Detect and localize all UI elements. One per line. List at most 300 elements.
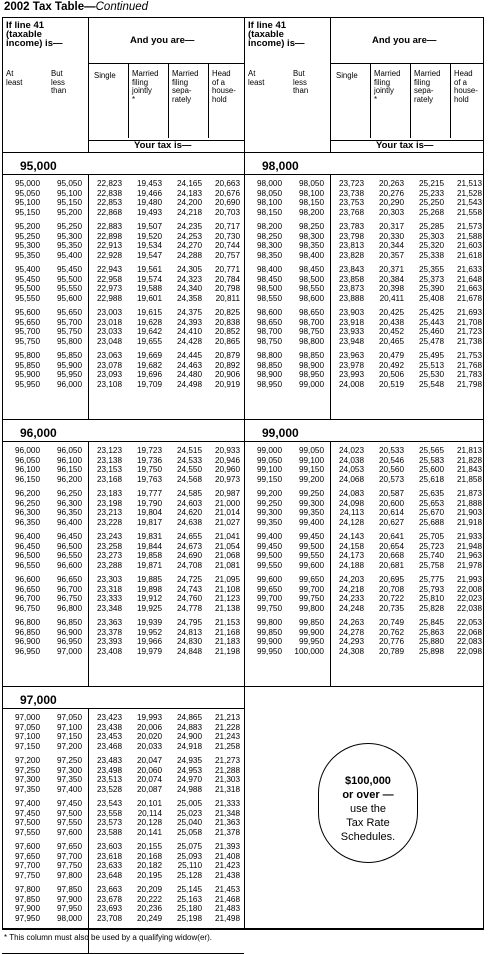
header-your-tax-is: Your tax is— — [134, 140, 192, 151]
at-least-cell: 98,200 — [256, 222, 282, 231]
at-least-cell: 97,700 — [14, 861, 40, 870]
single-cell: 23,033 — [96, 327, 122, 336]
married-separately-cell: 25,093 — [176, 851, 202, 861]
married-separately-cell: 24,463 — [176, 360, 202, 370]
married-jointly-cell: 20,087 — [136, 784, 162, 794]
married-separately-cell: 25,180 — [176, 904, 202, 913]
married-jointly-cell: 20,276 — [378, 188, 404, 198]
at-least-cell: 99,100 — [256, 465, 282, 474]
table-row — [2, 370, 244, 380]
at-least-cell: 98,400 — [256, 265, 282, 274]
head-household-cell: 20,663 — [214, 179, 240, 188]
married-jointly-cell: 20,573 — [378, 474, 404, 484]
married-separately-cell: 24,638 — [176, 517, 202, 527]
married-separately-cell: 24,795 — [176, 618, 202, 627]
less-than-cell: 98,600 — [298, 293, 324, 303]
rule-v — [450, 63, 451, 138]
table-row — [2, 208, 244, 218]
table-row — [244, 222, 484, 232]
married-separately-cell: 24,235 — [176, 222, 202, 231]
at-least-cell: 99,700 — [256, 594, 282, 603]
head-household-cell: 21,753 — [456, 351, 482, 360]
married-separately-cell: 25,075 — [176, 842, 202, 851]
less-than-cell: 98,900 — [298, 360, 324, 370]
table-row — [2, 189, 244, 199]
at-least-cell: 95,200 — [14, 222, 40, 231]
married-jointly-cell: 20,627 — [378, 517, 404, 527]
married-jointly-cell: 20,222 — [136, 894, 162, 904]
married-separately-cell: 24,778 — [176, 603, 202, 613]
less-than-cell: 100,000 — [294, 646, 324, 656]
table-row — [244, 604, 484, 614]
less-than-cell: 98,150 — [298, 198, 324, 207]
at-least-cell: 99,850 — [256, 627, 282, 637]
single-cell: 23,633 — [96, 861, 122, 870]
less-than-cell: 98,950 — [298, 370, 324, 379]
less-than-cell: 99,300 — [298, 498, 324, 508]
less-than-cell: 98,450 — [298, 265, 324, 274]
married-jointly-cell: 20,438 — [378, 317, 404, 327]
less-than-cell: 98,050 — [298, 179, 324, 188]
head-household-cell: 20,730 — [214, 231, 240, 241]
married-separately-cell: 24,498 — [176, 379, 202, 389]
table-row — [2, 251, 244, 261]
table-row — [244, 561, 484, 571]
less-than-cell: 97,450 — [56, 799, 82, 808]
single-cell: 23,078 — [96, 360, 122, 370]
married-jointly-cell: 19,858 — [136, 551, 162, 560]
single-cell: 23,108 — [96, 379, 122, 389]
at-least-cell: 98,550 — [256, 293, 282, 303]
married-jointly-cell: 19,790 — [136, 498, 162, 508]
married-separately-cell: 24,410 — [176, 327, 202, 336]
at-least-cell: 98,900 — [256, 370, 282, 379]
at-least-cell: 96,300 — [14, 508, 40, 517]
married-separately-cell: 25,058 — [176, 827, 202, 837]
married-jointly-cell: 19,777 — [136, 489, 162, 498]
head-household-cell: 20,852 — [214, 327, 240, 336]
head-household-cell: 22,098 — [456, 646, 482, 656]
single-cell: 23,768 — [338, 207, 364, 217]
head-household-cell: 21,783 — [456, 370, 482, 379]
married-separately-cell: 25,565 — [418, 446, 444, 455]
table-row — [244, 499, 484, 509]
married-separately-cell: 25,863 — [418, 627, 444, 637]
married-jointly-cell: 20,182 — [136, 861, 162, 870]
less-than-cell: 95,600 — [56, 293, 82, 303]
married-jointly-cell: 19,750 — [136, 465, 162, 474]
rule-v — [370, 63, 371, 138]
head-household-cell: 21,378 — [214, 827, 240, 837]
rule-h — [330, 63, 484, 64]
at-least-cell: 97,300 — [14, 775, 40, 784]
table-row — [244, 489, 484, 499]
header-at-least: At least — [248, 69, 265, 87]
married-jointly-cell: 20,735 — [378, 603, 404, 613]
at-least-cell: 98,800 — [256, 351, 282, 360]
at-least-cell: 96,550 — [14, 560, 40, 570]
married-jointly-cell: 19,966 — [136, 637, 162, 646]
less-than-cell: 96,400 — [56, 517, 82, 527]
married-jointly-cell: 20,641 — [378, 532, 404, 541]
married-separately-cell: 25,128 — [176, 870, 202, 880]
head-household-cell: 21,873 — [456, 489, 482, 498]
at-least-cell: 99,950 — [256, 646, 282, 656]
head-household-cell: 21,213 — [214, 713, 240, 722]
married-jointly-cell: 20,114 — [137, 808, 162, 818]
married-jointly-cell: 20,695 — [378, 575, 404, 584]
less-than-cell: 97,000 — [56, 646, 82, 656]
less-than-cell: 96,600 — [56, 560, 82, 570]
less-than-cell: 96,950 — [56, 637, 82, 646]
single-cell: 23,723 — [338, 179, 364, 188]
table-row — [2, 723, 244, 733]
less-than-cell: 96,900 — [56, 627, 82, 637]
single-cell: 22,853 — [96, 198, 122, 207]
married-separately-cell: 24,340 — [176, 284, 202, 293]
at-least-cell: 98,500 — [256, 284, 282, 293]
at-least-cell: 97,100 — [14, 732, 40, 741]
head-household-cell: 21,723 — [456, 327, 482, 336]
table-row — [2, 499, 244, 509]
at-least-cell: 99,500 — [256, 551, 282, 560]
single-cell: 23,888 — [338, 293, 364, 303]
married-jointly-cell: 20,290 — [378, 198, 404, 207]
married-jointly-cell: 19,939 — [136, 618, 162, 627]
single-cell: 24,173 — [338, 551, 364, 560]
single-cell: 24,023 — [338, 446, 364, 455]
table-row — [2, 594, 244, 604]
single-cell: 23,153 — [96, 465, 122, 474]
table-row — [244, 179, 484, 189]
less-than-cell: 99,750 — [298, 594, 324, 603]
less-than-cell: 99,650 — [298, 575, 324, 584]
at-least-cell: 96,400 — [14, 532, 40, 541]
at-least-cell: 99,350 — [256, 517, 282, 527]
head-household-cell: 22,023 — [456, 594, 482, 603]
table-row — [244, 628, 484, 638]
table-row — [2, 518, 244, 528]
single-cell: 23,318 — [96, 584, 122, 594]
table-row — [244, 361, 484, 371]
at-least-cell: 99,250 — [256, 498, 282, 508]
married-jointly-cell: 19,844 — [136, 541, 162, 551]
less-than-cell: 97,550 — [56, 818, 82, 827]
at-least-cell: 99,450 — [256, 541, 282, 551]
married-jointly-cell: 19,520 — [136, 231, 162, 241]
married-separately-cell: 24,743 — [176, 584, 202, 594]
at-least-cell: 97,400 — [14, 799, 40, 808]
table-row — [244, 294, 484, 304]
less-than-cell: 95,500 — [56, 274, 82, 284]
married-jointly-cell: 19,804 — [136, 508, 162, 517]
table-row — [244, 370, 484, 380]
head-household-cell: 20,784 — [214, 274, 240, 284]
at-least-cell: 95,800 — [14, 351, 40, 360]
single-cell: 22,958 — [96, 274, 122, 284]
at-least-cell: 96,600 — [14, 575, 40, 584]
single-cell: 22,838 — [96, 188, 122, 198]
married-separately-cell: 24,988 — [176, 784, 202, 794]
less-than-cell: 96,250 — [56, 489, 82, 498]
header-but-less-than: But less than — [293, 69, 309, 96]
married-separately-cell: 24,603 — [176, 498, 202, 508]
less-than-cell: 98,650 — [298, 308, 324, 317]
table-row — [2, 766, 244, 776]
table-row — [244, 308, 484, 318]
married-jointly-cell: 20,236 — [136, 904, 162, 913]
married-separately-cell: 25,163 — [176, 894, 202, 904]
at-least-cell: 97,250 — [14, 765, 40, 775]
less-than-cell: 99,600 — [298, 560, 324, 570]
single-cell: 22,943 — [96, 265, 122, 274]
at-least-cell: 96,150 — [14, 474, 40, 484]
married-separately-cell: 24,830 — [176, 637, 202, 646]
single-cell: 22,883 — [96, 222, 122, 231]
married-separately-cell: 25,775 — [418, 575, 444, 584]
single-cell: 23,828 — [338, 250, 364, 260]
rule-h — [2, 152, 484, 153]
head-household-cell: 21,978 — [456, 560, 482, 570]
less-than-cell: 99,700 — [298, 584, 324, 594]
head-household-cell: 21,588 — [456, 231, 482, 241]
married-jointly-cell: 20,749 — [378, 618, 404, 627]
less-than-cell: 97,250 — [56, 756, 82, 765]
single-cell: 24,293 — [338, 637, 364, 646]
head-household-cell: 21,843 — [456, 465, 482, 474]
single-cell: 23,183 — [96, 489, 122, 498]
less-than-cell: 95,900 — [56, 360, 82, 370]
less-than-cell: 96,750 — [56, 594, 82, 603]
less-than-cell: 95,550 — [56, 284, 82, 293]
less-than-cell: 95,200 — [56, 207, 82, 217]
married-jointly-cell: 20,398 — [378, 284, 404, 293]
single-cell: 23,468 — [96, 741, 122, 751]
at-least-cell: 95,700 — [14, 327, 40, 336]
single-cell: 23,603 — [96, 842, 122, 851]
married-separately-cell: 24,183 — [176, 188, 202, 198]
at-least-cell: 97,150 — [14, 741, 40, 751]
at-least-cell: 98,600 — [256, 308, 282, 317]
married-jointly-cell: 20,762 — [378, 627, 404, 637]
married-jointly-cell: 19,628 — [136, 317, 162, 327]
at-least-cell: 95,900 — [14, 370, 40, 379]
less-than-cell: 95,250 — [56, 222, 82, 231]
at-least-cell: 96,950 — [14, 646, 40, 656]
married-jointly-cell: 20,141 — [136, 827, 162, 837]
table-row — [2, 713, 244, 723]
single-cell: 23,663 — [96, 885, 122, 894]
married-separately-cell: 25,635 — [418, 489, 444, 498]
less-than-cell: 98,500 — [298, 274, 324, 284]
married-jointly-cell: 19,817 — [136, 517, 162, 527]
married-separately-cell: 24,970 — [176, 775, 202, 784]
header-head-household: Head of a house- hold — [454, 69, 478, 104]
head-household-cell: 21,888 — [456, 498, 482, 508]
single-cell: 24,128 — [338, 517, 364, 527]
married-jointly-cell: 20,587 — [378, 489, 404, 498]
less-than-cell: 97,650 — [56, 842, 82, 851]
head-household-cell: 21,258 — [214, 741, 240, 751]
married-separately-cell: 25,005 — [176, 799, 202, 808]
less-than-cell: 95,650 — [56, 308, 82, 317]
less-than-cell: 99,000 — [298, 379, 324, 389]
table-row — [2, 895, 244, 905]
less-than-cell: 99,900 — [298, 627, 324, 637]
at-least-cell: 99,550 — [256, 560, 282, 570]
table-row — [2, 489, 244, 499]
married-separately-cell: 25,250 — [418, 198, 444, 207]
married-jointly-cell: 20,168 — [136, 851, 162, 861]
married-jointly-cell: 19,642 — [136, 327, 162, 336]
table-row — [2, 885, 244, 895]
head-household-cell: 21,303 — [214, 775, 240, 784]
married-separately-cell: 25,810 — [418, 594, 444, 603]
married-separately-cell: 24,323 — [176, 274, 202, 284]
less-than-cell: 96,850 — [56, 618, 82, 627]
section-label-99000: 99,000 — [262, 426, 299, 440]
single-cell: 23,258 — [96, 541, 122, 551]
single-cell: 23,363 — [96, 618, 122, 627]
table-row — [2, 904, 244, 914]
head-household-cell: 21,393 — [214, 842, 240, 851]
less-than-cell: 97,350 — [56, 775, 82, 784]
married-jointly-cell: 19,561 — [136, 265, 162, 274]
head-household-cell: 21,918 — [456, 517, 482, 527]
head-household-cell: 21,408 — [214, 851, 240, 861]
rule-h — [244, 686, 484, 687]
rule-v — [330, 17, 331, 152]
married-separately-cell: 25,145 — [176, 885, 202, 894]
single-cell: 24,098 — [338, 498, 364, 508]
table-row — [2, 852, 244, 862]
married-separately-cell: 25,355 — [418, 265, 444, 274]
table-row — [244, 380, 484, 390]
over-100000-note — [318, 743, 418, 863]
rule-h — [244, 174, 484, 175]
at-least-cell: 99,050 — [256, 455, 282, 465]
married-jointly-cell: 20,263 — [378, 179, 404, 188]
head-household-cell: 21,813 — [456, 446, 482, 455]
married-separately-cell: 25,758 — [418, 560, 444, 570]
married-jointly-cell: 20,600 — [378, 498, 404, 508]
single-cell: 23,408 — [96, 646, 122, 656]
table-row — [2, 861, 244, 871]
single-cell: 23,483 — [96, 756, 122, 765]
single-cell: 23,123 — [96, 446, 122, 455]
rule-h — [88, 63, 244, 64]
table-row — [2, 456, 244, 466]
less-than-cell: 96,050 — [56, 446, 82, 455]
single-cell: 23,948 — [338, 336, 364, 346]
less-than-cell: 99,800 — [298, 603, 324, 613]
head-household-cell: 20,987 — [214, 489, 240, 498]
at-least-cell: 97,200 — [14, 756, 40, 765]
married-jointly-cell: 20,195 — [136, 870, 162, 880]
head-household-cell: 21,014 — [214, 508, 240, 517]
single-cell: 23,678 — [96, 894, 122, 904]
rule-h — [2, 708, 244, 709]
single-cell: 24,143 — [338, 532, 364, 541]
section-label-95000: 95,000 — [20, 159, 57, 173]
single-cell: 24,038 — [338, 455, 364, 465]
married-separately-cell: 24,900 — [176, 732, 202, 741]
table-row — [2, 508, 244, 518]
less-than-cell: 96,500 — [56, 541, 82, 551]
single-cell: 23,093 — [96, 370, 122, 379]
married-separately-cell: 24,200 — [176, 198, 202, 207]
head-household-cell: 20,798 — [214, 284, 240, 293]
head-household-cell: 21,933 — [456, 532, 482, 541]
at-least-cell: 96,800 — [14, 618, 40, 627]
head-household-cell: 21,828 — [456, 455, 482, 465]
table-row — [2, 604, 244, 614]
married-separately-cell: 25,215 — [418, 179, 444, 188]
head-household-cell: 20,919 — [214, 379, 240, 389]
at-least-cell: 95,400 — [14, 265, 40, 274]
at-least-cell: 97,800 — [14, 885, 40, 894]
married-jointly-cell: 20,546 — [378, 455, 404, 465]
table-row — [2, 756, 244, 766]
head-household-cell: 21,993 — [456, 575, 482, 584]
married-jointly-cell: 19,952 — [136, 627, 162, 637]
less-than-cell: 98,700 — [298, 317, 324, 327]
married-separately-cell: 25,443 — [418, 317, 444, 327]
table-row — [2, 465, 244, 475]
single-cell: 23,138 — [96, 455, 122, 465]
header-but-less-than: But less than — [51, 69, 67, 96]
single-cell: 23,798 — [338, 231, 364, 241]
over-line-3: use the — [349, 803, 387, 815]
at-least-cell: 96,850 — [14, 627, 40, 637]
single-cell: 23,348 — [96, 603, 122, 613]
less-than-cell: 95,950 — [56, 370, 82, 379]
table-row — [2, 628, 244, 638]
head-household-cell: 20,973 — [214, 474, 240, 484]
table-row — [244, 618, 484, 628]
at-least-cell: 98,700 — [256, 327, 282, 336]
over-line-1: $100,000 — [345, 775, 391, 787]
single-cell: 24,053 — [338, 465, 364, 474]
head-household-cell: 21,138 — [214, 603, 240, 613]
single-cell: 24,248 — [338, 603, 364, 613]
header-at-least: At least — [6, 69, 23, 87]
table-row — [244, 594, 484, 604]
head-household-cell: 21,243 — [214, 732, 240, 741]
rule-v — [168, 63, 169, 138]
single-cell: 24,158 — [338, 541, 364, 551]
married-jointly-cell: 19,601 — [136, 293, 162, 303]
rule-v — [208, 63, 209, 138]
less-than-cell: 97,400 — [56, 784, 82, 794]
married-jointly-cell: 20,789 — [378, 646, 404, 656]
head-household-cell: 22,083 — [456, 637, 482, 646]
table-row — [2, 542, 244, 552]
table-row — [244, 518, 484, 528]
married-jointly-cell: 19,669 — [136, 351, 162, 360]
less-than-cell: 95,750 — [56, 327, 82, 336]
table-row — [2, 585, 244, 595]
single-cell: 24,083 — [338, 489, 364, 498]
head-household-cell: 22,038 — [456, 603, 482, 613]
single-cell: 24,263 — [338, 618, 364, 627]
married-separately-cell: 25,583 — [418, 455, 444, 465]
head-household-cell: 21,438 — [214, 870, 240, 880]
at-least-cell: 98,000 — [256, 179, 282, 188]
at-least-cell: 96,050 — [14, 455, 40, 465]
head-household-cell: 21,483 — [214, 904, 240, 913]
single-cell: 23,423 — [96, 713, 122, 722]
